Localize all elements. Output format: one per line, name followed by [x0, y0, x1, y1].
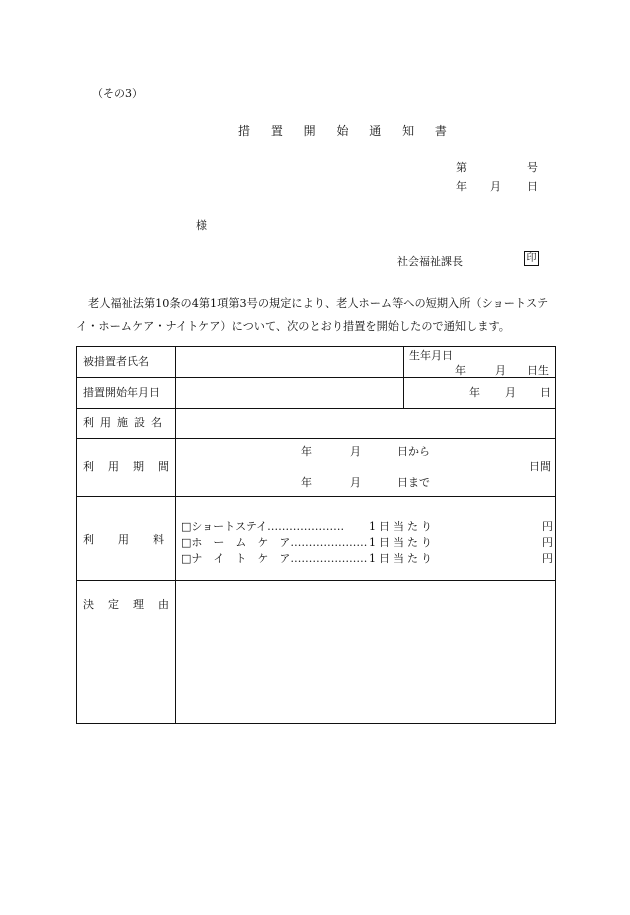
body-text: 老人福祉法第10条の4第1項第3号の規定により、老人ホーム等への短期入所（ショートステイ・ホームケア・ナイトケア）について、次のとおり措置を開始したので通知します。 — [76, 297, 549, 333]
document-number-label: 第 — [456, 161, 467, 174]
period-days-label: 日間 — [529, 460, 551, 473]
fee-unit-label: 1日当たり — [369, 520, 435, 533]
row-divider — [77, 377, 555, 378]
row-label-reason: 決定理由 — [83, 598, 183, 611]
start-day-label: 日 — [540, 386, 551, 399]
birth-day-label: 日生 — [527, 364, 549, 377]
fee-unit-label: 1日当たり — [369, 552, 435, 565]
birthdate-label: 生年月日 — [409, 349, 453, 362]
period-to-year-label: 年 — [301, 476, 312, 489]
period-to-month-label: 月 — [350, 476, 361, 489]
fee-yen-label: 円 — [542, 536, 553, 549]
birth-month-label: 月 — [495, 364, 506, 377]
period-to-day-label: 日まで — [397, 476, 430, 489]
row-label-period: 利用期間 — [83, 460, 183, 473]
birthdate-column-divider — [403, 347, 404, 408]
form-number: （その3） — [92, 87, 143, 100]
birth-year-label: 年 — [455, 364, 466, 377]
row-label-start-date: 措置開始年月日 — [83, 386, 160, 399]
seal-stamp: 印 — [524, 251, 539, 266]
period-from-month-label: 月 — [350, 445, 361, 458]
fee-item-label: □ホ ー ム ケ ア………………… — [181, 536, 368, 549]
fee-yen-label: 円 — [542, 552, 553, 565]
period-from-year-label: 年 — [301, 445, 312, 458]
date-year-label: 年 — [456, 180, 467, 193]
row-divider — [77, 408, 555, 409]
row-divider — [77, 580, 555, 581]
document-title: 措 置 開 始 通 知 書 — [238, 124, 456, 138]
row-label-name — [83, 356, 169, 367]
fee-yen-label: 円 — [542, 520, 553, 533]
issuer-title: 社会福祉課長 — [397, 255, 463, 268]
notice-form-table — [76, 346, 556, 724]
fee-unit-label: 1日当たり — [369, 536, 435, 549]
row-label-name-text: 被措置者氏名 — [83, 355, 149, 368]
start-year-label: 年 — [469, 386, 480, 399]
row-divider — [77, 438, 555, 439]
document-number-suffix: 号 — [527, 161, 538, 174]
addressee-suffix: 様 — [196, 219, 207, 232]
row-label-fee: 利用料 — [83, 533, 188, 546]
fee-item-label: □ショートステイ………………… — [181, 520, 345, 533]
period-from-day-label: 日から — [397, 445, 430, 458]
date-month-label: 月 — [490, 180, 501, 193]
date-day-label: 日 — [527, 180, 538, 193]
start-month-label: 月 — [505, 386, 516, 399]
row-label-facility: 利用施設名 — [83, 416, 168, 429]
fee-item-label: □ナ イ ト ケ ア………………… — [181, 552, 368, 565]
row-divider — [77, 496, 555, 497]
